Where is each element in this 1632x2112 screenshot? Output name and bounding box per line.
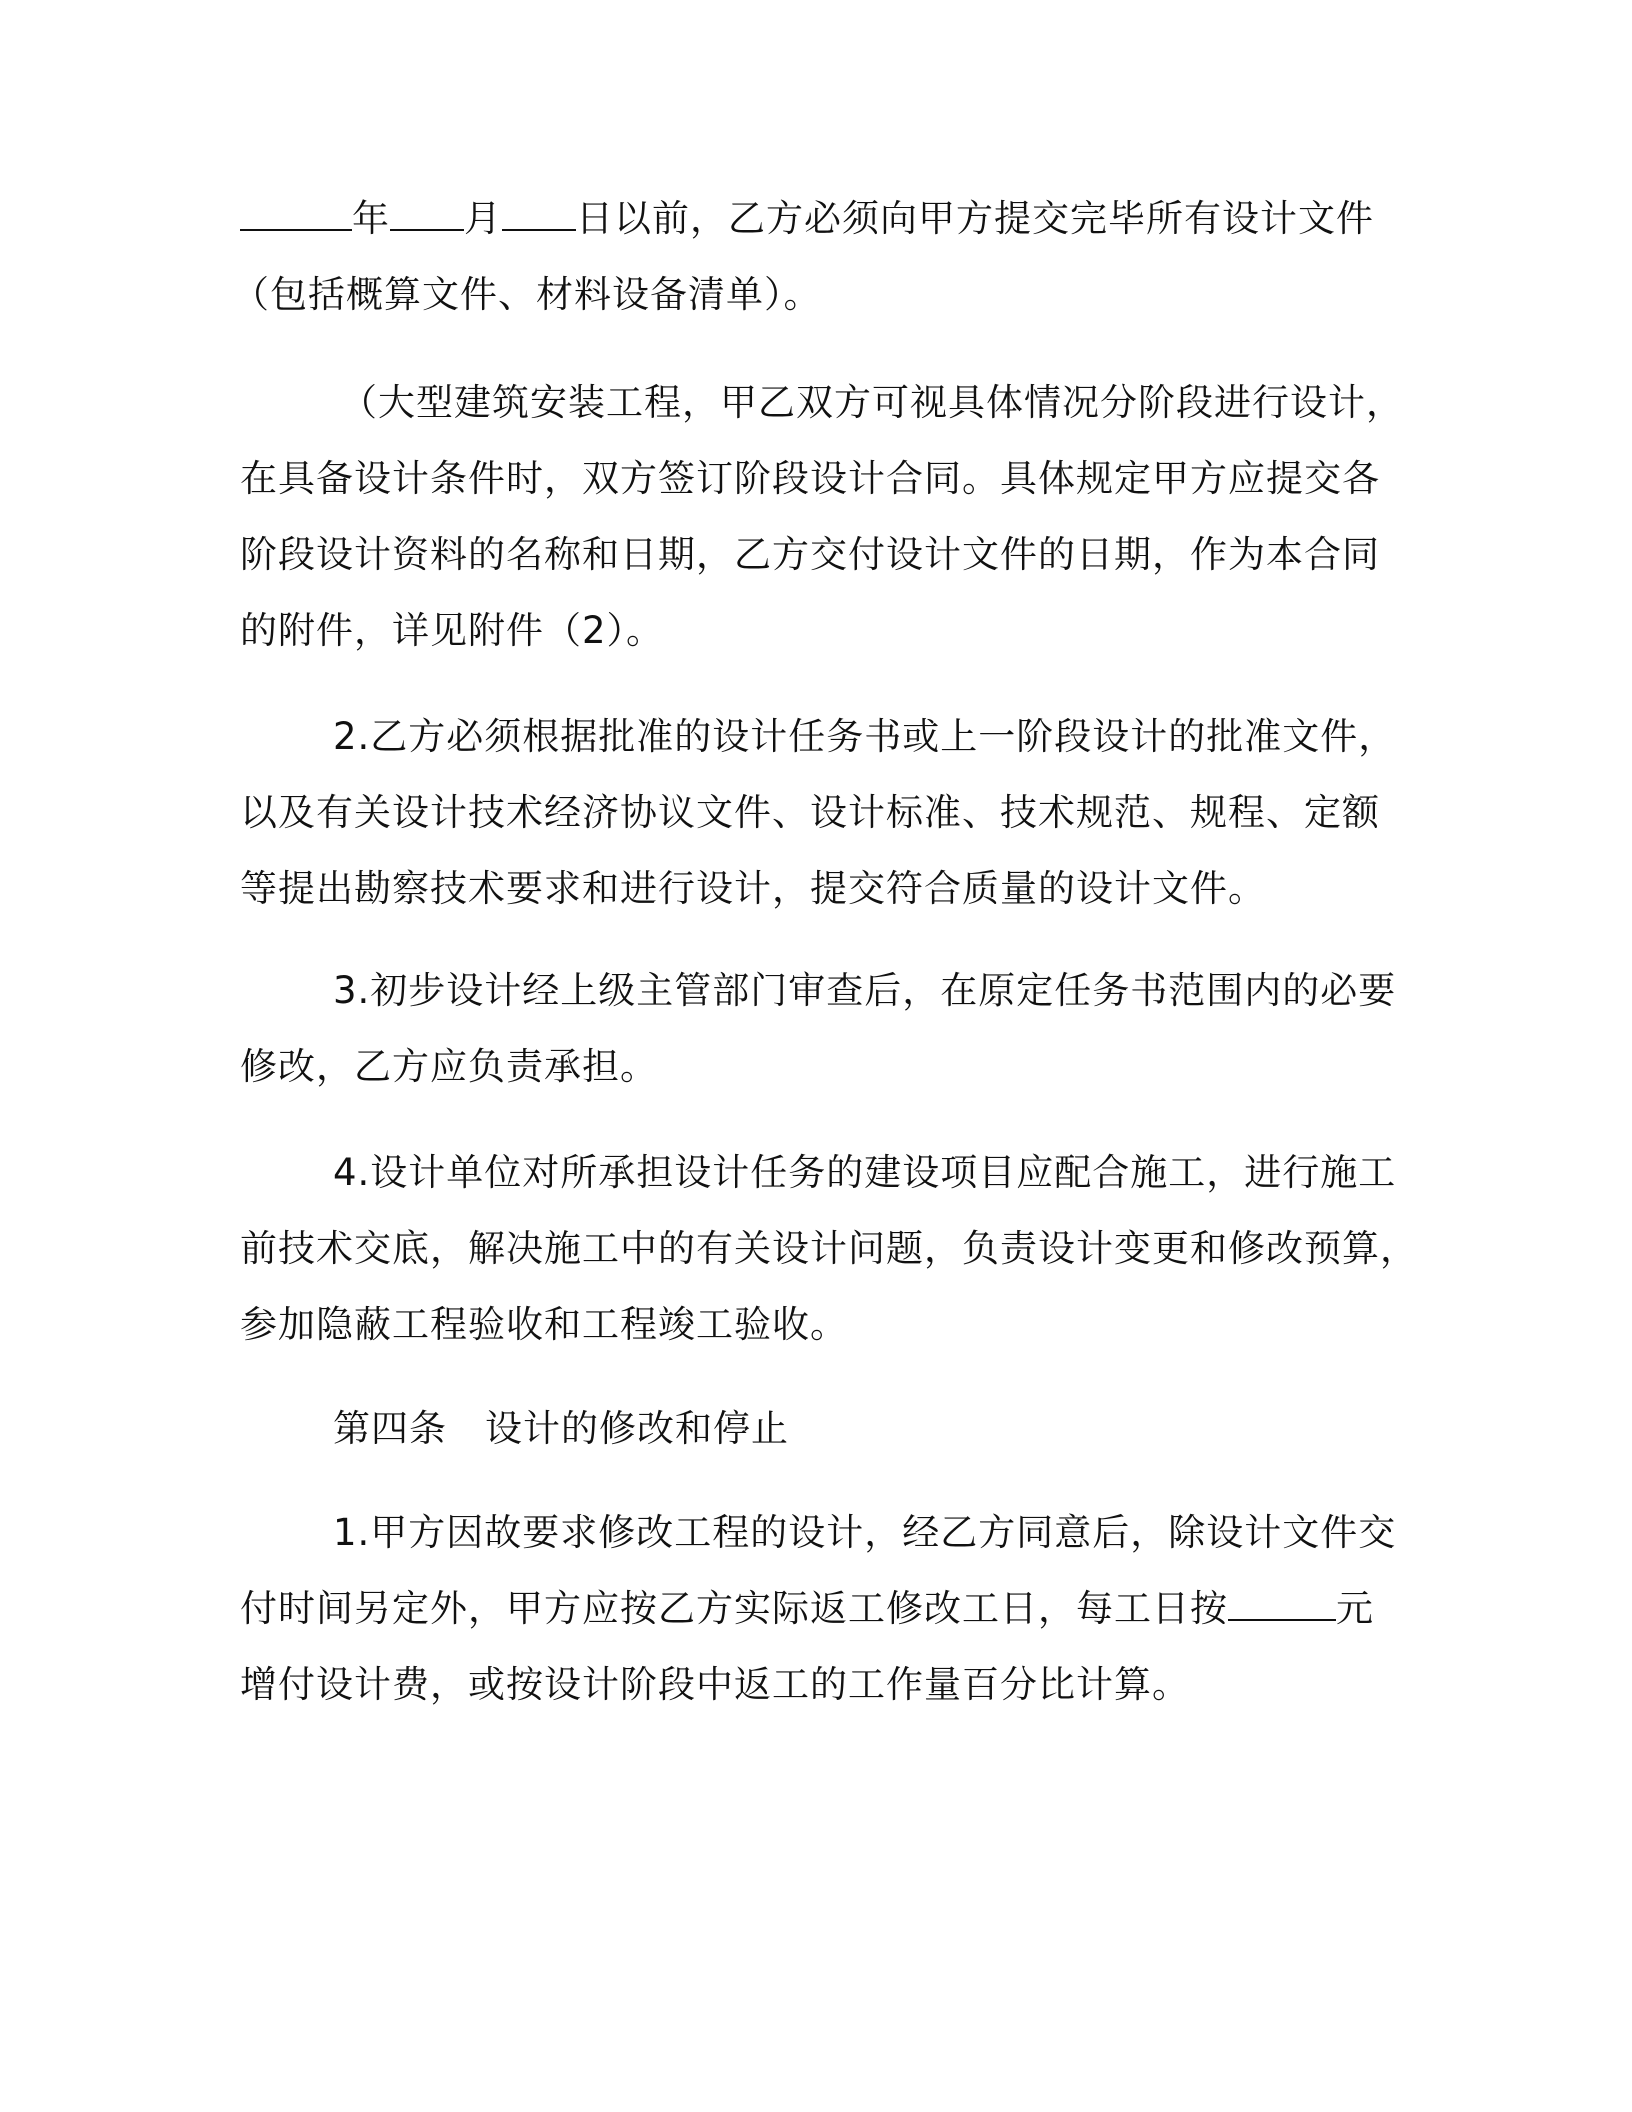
item4-line-1: 4.设计单位对所承担设计任务的建设项目应配合施工，进行施工 [333, 1151, 1397, 1194]
article4-item1-line-1: 1.甲方因故要求修改工程的设计，经乙方同意后，除设计文件交 [333, 1511, 1397, 1554]
item3-line-2: 修改，乙方应负责承担。 [240, 1045, 658, 1088]
item4-line-2: 前技术交底，解决施工中的有关设计问题，负责设计变更和修改预算， [240, 1227, 1418, 1270]
text-year: 年 [352, 197, 390, 240]
text-deadline: 日以前，乙方必须向甲方提交完毕所有设计文件 [576, 197, 1374, 240]
note-line-4: 的附件，详见附件（2）。 [240, 609, 665, 652]
article4-item1-line-3: 增付设计费，或按设计阶段中返工的工作量百分比计算。 [240, 1663, 1190, 1706]
item2-line-3: 等提出勘察技术要求和进行设计，提交符合质量的设计文件。 [240, 867, 1266, 910]
article4-item1-line-2 [240, 1584, 1374, 1634]
item2-line-1: 2.乙方必须根据批准的设计任务书或上一阶段设计的批准文件， [333, 715, 1397, 758]
note-line-1: （大型建筑安装工程，甲乙双方可视具体情况分阶段进行设计， [340, 381, 1404, 424]
article4-item1-line-2-text: 付时间另定外，甲方应按乙方实际返工修改工日，每工日按 [240, 1587, 1228, 1630]
blank-amount [1228, 1585, 1336, 1621]
note-line-3: 阶段设计资料的名称和日期，乙方交付设计文件的日期，作为本合同 [240, 533, 1380, 576]
text-yuan: 元 [1336, 1587, 1374, 1630]
paragraph-deadline-line-1 [240, 194, 1374, 244]
blank-year [240, 195, 352, 231]
blank-month [390, 195, 464, 231]
blank-day [502, 195, 576, 231]
paragraph-deadline-line-2: （包括概算文件、材料设备清单）。 [232, 273, 822, 316]
item4-line-3: 参加隐蔽工程验收和工程竣工验收。 [240, 1303, 848, 1346]
note-line-2: 在具备设计条件时，双方签订阶段设计合同。具体规定甲方应提交各 [240, 457, 1380, 500]
item2-line-2: 以及有关设计技术经济协议文件、设计标准、技术规范、规程、定额 [240, 791, 1380, 834]
article4-heading: 第四条 设计的修改和停止 [333, 1407, 789, 1450]
item3-line-1: 3.初步设计经上级主管部门审查后，在原定任务书范围内的必要 [333, 969, 1397, 1012]
text-month: 月 [464, 197, 502, 240]
